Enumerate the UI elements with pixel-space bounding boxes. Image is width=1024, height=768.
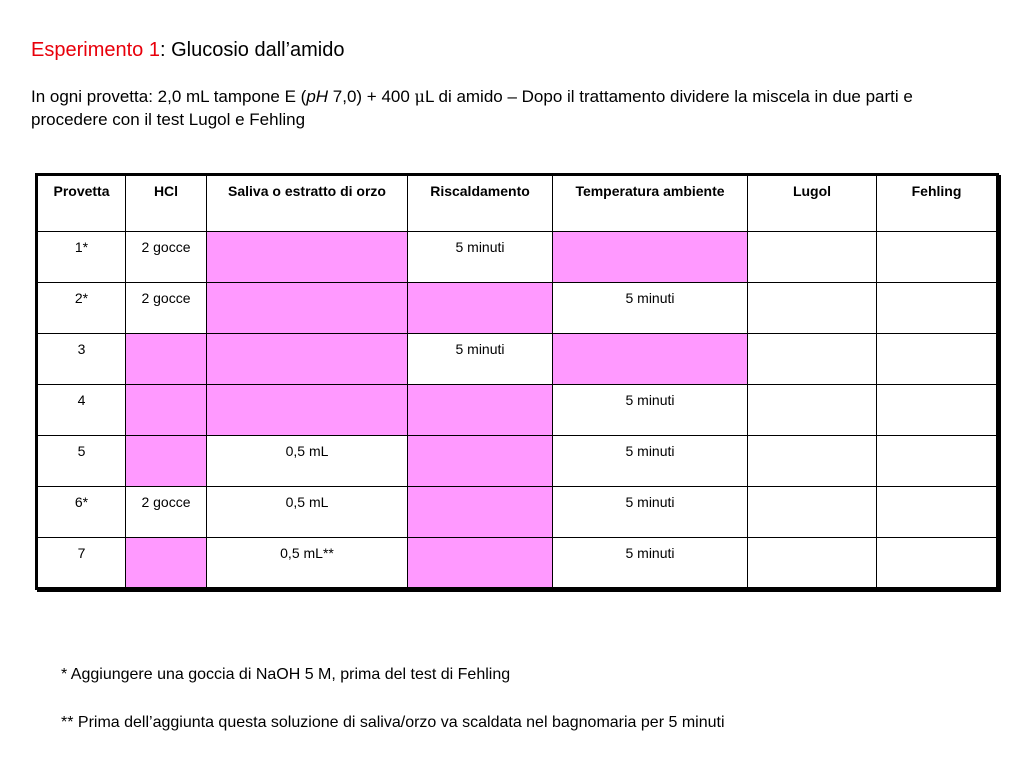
- table-cell: 2*: [37, 283, 126, 334]
- table-cell: [748, 538, 877, 589]
- header-provetta: Provetta: [37, 175, 126, 232]
- header-temperatura: Temperatura ambiente: [553, 175, 748, 232]
- table-cell: 2 gocce: [126, 232, 207, 283]
- table-cell: 2 gocce: [126, 487, 207, 538]
- header-saliva: Saliva o estratto di orzo: [207, 175, 408, 232]
- table-cell: [408, 538, 553, 589]
- header-hcl: HCl: [126, 175, 207, 232]
- table-cell: 5 minuti: [408, 334, 553, 385]
- table-row: [37, 334, 998, 385]
- table-cell: [877, 334, 998, 385]
- table-cell: [408, 283, 553, 334]
- intro-ph: pH: [306, 87, 329, 106]
- table-row: [37, 436, 998, 487]
- table-cell: [207, 334, 408, 385]
- table-cell: 5: [37, 436, 126, 487]
- table-cell: [877, 538, 998, 589]
- table-cell: [408, 487, 553, 538]
- intro-mu: μ: [414, 87, 425, 106]
- table-row: [37, 232, 998, 283]
- table-cell: [553, 334, 748, 385]
- table-cell: [748, 334, 877, 385]
- table-cell: 6*: [37, 487, 126, 538]
- table-cell: 5 minuti: [553, 283, 748, 334]
- table-cell: 4: [37, 385, 126, 436]
- header-lugol: Lugol: [748, 175, 877, 232]
- table-cell: 1*: [37, 232, 126, 283]
- table-cell: [748, 283, 877, 334]
- table-cell: [877, 436, 998, 487]
- table-cell: 0,5 mL: [207, 436, 408, 487]
- intro-part2: 7,0) + 400: [328, 87, 415, 106]
- table-cell: [748, 436, 877, 487]
- table-cell: [748, 232, 877, 283]
- table-cell: 5 minuti: [553, 385, 748, 436]
- table-cell: 0,5 mL**: [207, 538, 408, 589]
- table-cell: 0,5 mL: [207, 487, 408, 538]
- table-cell: [553, 232, 748, 283]
- experiment-table: [35, 173, 999, 590]
- table-cell: 5 minuti: [553, 436, 748, 487]
- table-cell: [877, 232, 998, 283]
- header-riscaldamento: Riscaldamento: [408, 175, 553, 232]
- title-accent: Esperimento 1: [31, 39, 160, 61]
- table-cell: 2 gocce: [126, 283, 207, 334]
- table-header-row: [37, 175, 998, 232]
- title-rest: : Glucosio dall’amido: [159, 39, 345, 61]
- table-cell: [126, 385, 207, 436]
- footnote-bagnomaria: ** Prima dell’aggiunta questa soluzione di saliva/orzo va scaldata nel bagnomaria per 5 minuti: [61, 714, 725, 731]
- table-cell: [207, 385, 408, 436]
- table-cell: [207, 232, 408, 283]
- header-fehling: Fehling: [877, 175, 998, 232]
- table-cell: [877, 283, 998, 334]
- table-cell: [207, 283, 408, 334]
- table-cell: [408, 385, 553, 436]
- table-cell: 5 minuti: [408, 232, 553, 283]
- table-row: [37, 385, 998, 436]
- table-cell: [126, 436, 207, 487]
- table-cell: [126, 334, 207, 385]
- table-cell: 5 minuti: [553, 538, 748, 589]
- table-cell: 5 minuti: [553, 487, 748, 538]
- table-body: [37, 232, 998, 589]
- table-cell: [877, 385, 998, 436]
- table-row: [37, 487, 998, 538]
- table-cell: [126, 538, 207, 589]
- intro-part1: In ogni provetta: 2,0 mL tampone E (: [31, 87, 307, 106]
- footnote-naoh: * Aggiungere una goccia di NaOH 5 M, prima del test di Fehling: [61, 666, 511, 683]
- table-row: [37, 283, 998, 334]
- table-cell: 3: [37, 334, 126, 385]
- table-cell: [877, 487, 998, 538]
- table-cell: [408, 436, 553, 487]
- intro-part3: L di amido – Dopo il trattamento dividere la miscela in due parti e procedere con il test Lugol e Fehling: [31, 87, 913, 129]
- table-row: [37, 538, 998, 589]
- table-cell: 7: [37, 538, 126, 589]
- intro-text: [31, 85, 991, 131]
- slide-title: [31, 38, 345, 62]
- table-cell: [748, 487, 877, 538]
- table-cell: [748, 385, 877, 436]
